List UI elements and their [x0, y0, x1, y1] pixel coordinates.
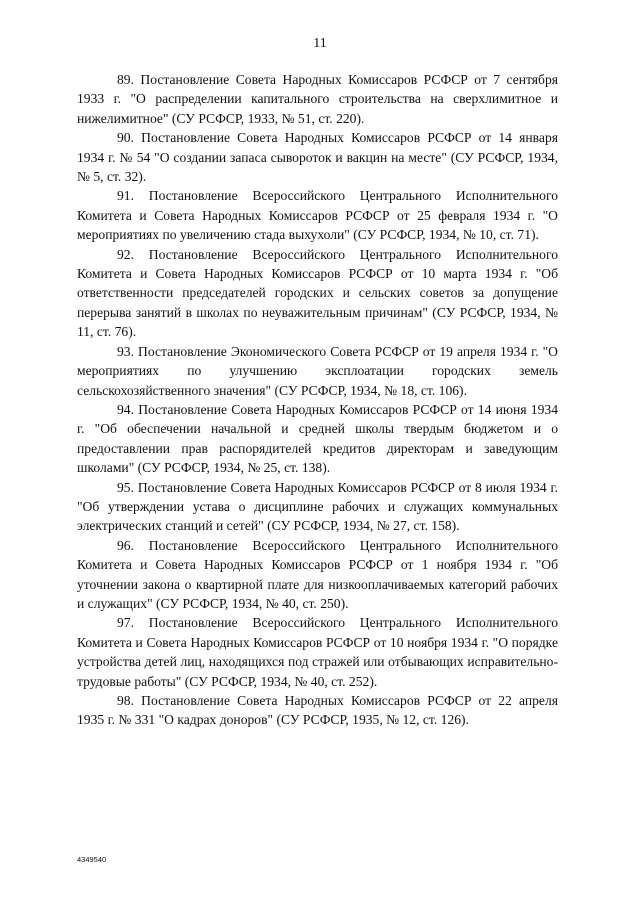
list-item-90: 90. Постановление Совета Народных Комиссаров РСФСР от 14 января 1934 г. № 54 "О создании запаса сывороток и вакцин на месте" (СУ РСФСР, 1934, № 5, ст. 32).: [77, 130, 558, 185]
page-number: 11: [313, 36, 327, 51]
list-item-95: 95. Постановление Совета Народных Комиссаров РСФСР от 8 июля 1934 г. "Об утверждении устава о дисциплине рабочих и служащих коммунальных электрических станций и сетей" (СУ РСФСР, 1934, № 27, ст. 158).: [77, 479, 558, 534]
document-code: 4349540: [77, 855, 107, 864]
list-item-96: 96. Постановление Всероссийского Центрального Исполнительного Комитета и Совета Народных Комиссаров РСФСР от 1 ноября 1934 г. "Об уточнении закона о квартирной плате для низкооплачиваемых категорий рабочих и служащих" (СУ РСФСР, 1934, № 40, ст. 250).: [77, 537, 558, 611]
list-item-89: 89. Постановление Совета Народных Комиссаров РСФСР от 7 сентября 1933 г. "О распределении капитального строительства на сверхлимитное и нижелимитное" (СУ РСФСР, 1933, № 51, ст. 220).: [77, 72, 558, 126]
list-item-93: 93. Постановление Экономического Совета РСФСР от 19 апреля 1934 г. "О мероприятиях по улучшению эксплоатации городских земель сельскохозяйственного значения" (СУ РСФСР, 1934, № 18, ст. 106).: [77, 343, 558, 398]
list-item-92: 92. Постановление Всероссийского Центрального Исполнительного Комитета и Совета Народных Комиссаров РСФСР от 10 марта 1934 г. "Об ответственности председателей городских и сельских советов за допущение перерыва занятий в школах по неуважительным причинам" (СУ РСФСР, 1934, № 11, ст. 76).: [77, 246, 558, 340]
list-item-97: 97. Постановление Всероссийского Центрального Исполнительного Комитета и Совета Народных Комиссаров РСФСР от 10 ноября 1934 г. "О порядке устройства детей лиц, находящихся под стражей или отбывающих исправительно-трудовые работы" (СУ РСФСР, 1934, № 40, ст. 252).: [77, 615, 558, 689]
list-item-98: 98. Постановление Совета Народных Комиссаров РСФСР от 22 апреля 1935 г. № 331 "О кадрах доноров" (СУ РСФСР, 1935, № 12, ст. 126).: [77, 693, 558, 728]
document-body: [77, 70, 558, 730]
list-item-91: 91. Постановление Всероссийского Центрального Исполнительного Комитета и Совета Народных Комиссаров РСФСР от 25 февраля 1934 г. "О мероприятиях по увеличению стада выхухоли" (СУ РСФСР, 1934, № 10, ст. 71).: [77, 188, 558, 243]
list-item-94: 94. Постановление Совета Народных Комиссаров РСФСР от 14 июня 1934 г. "Об обеспечении начальной и средней школы твердым бюджетом и о предоставлении прав распорядителей кредитов директорам и заведующим школами" (СУ РСФСР, 1934, № 25, ст. 138).: [77, 401, 558, 476]
